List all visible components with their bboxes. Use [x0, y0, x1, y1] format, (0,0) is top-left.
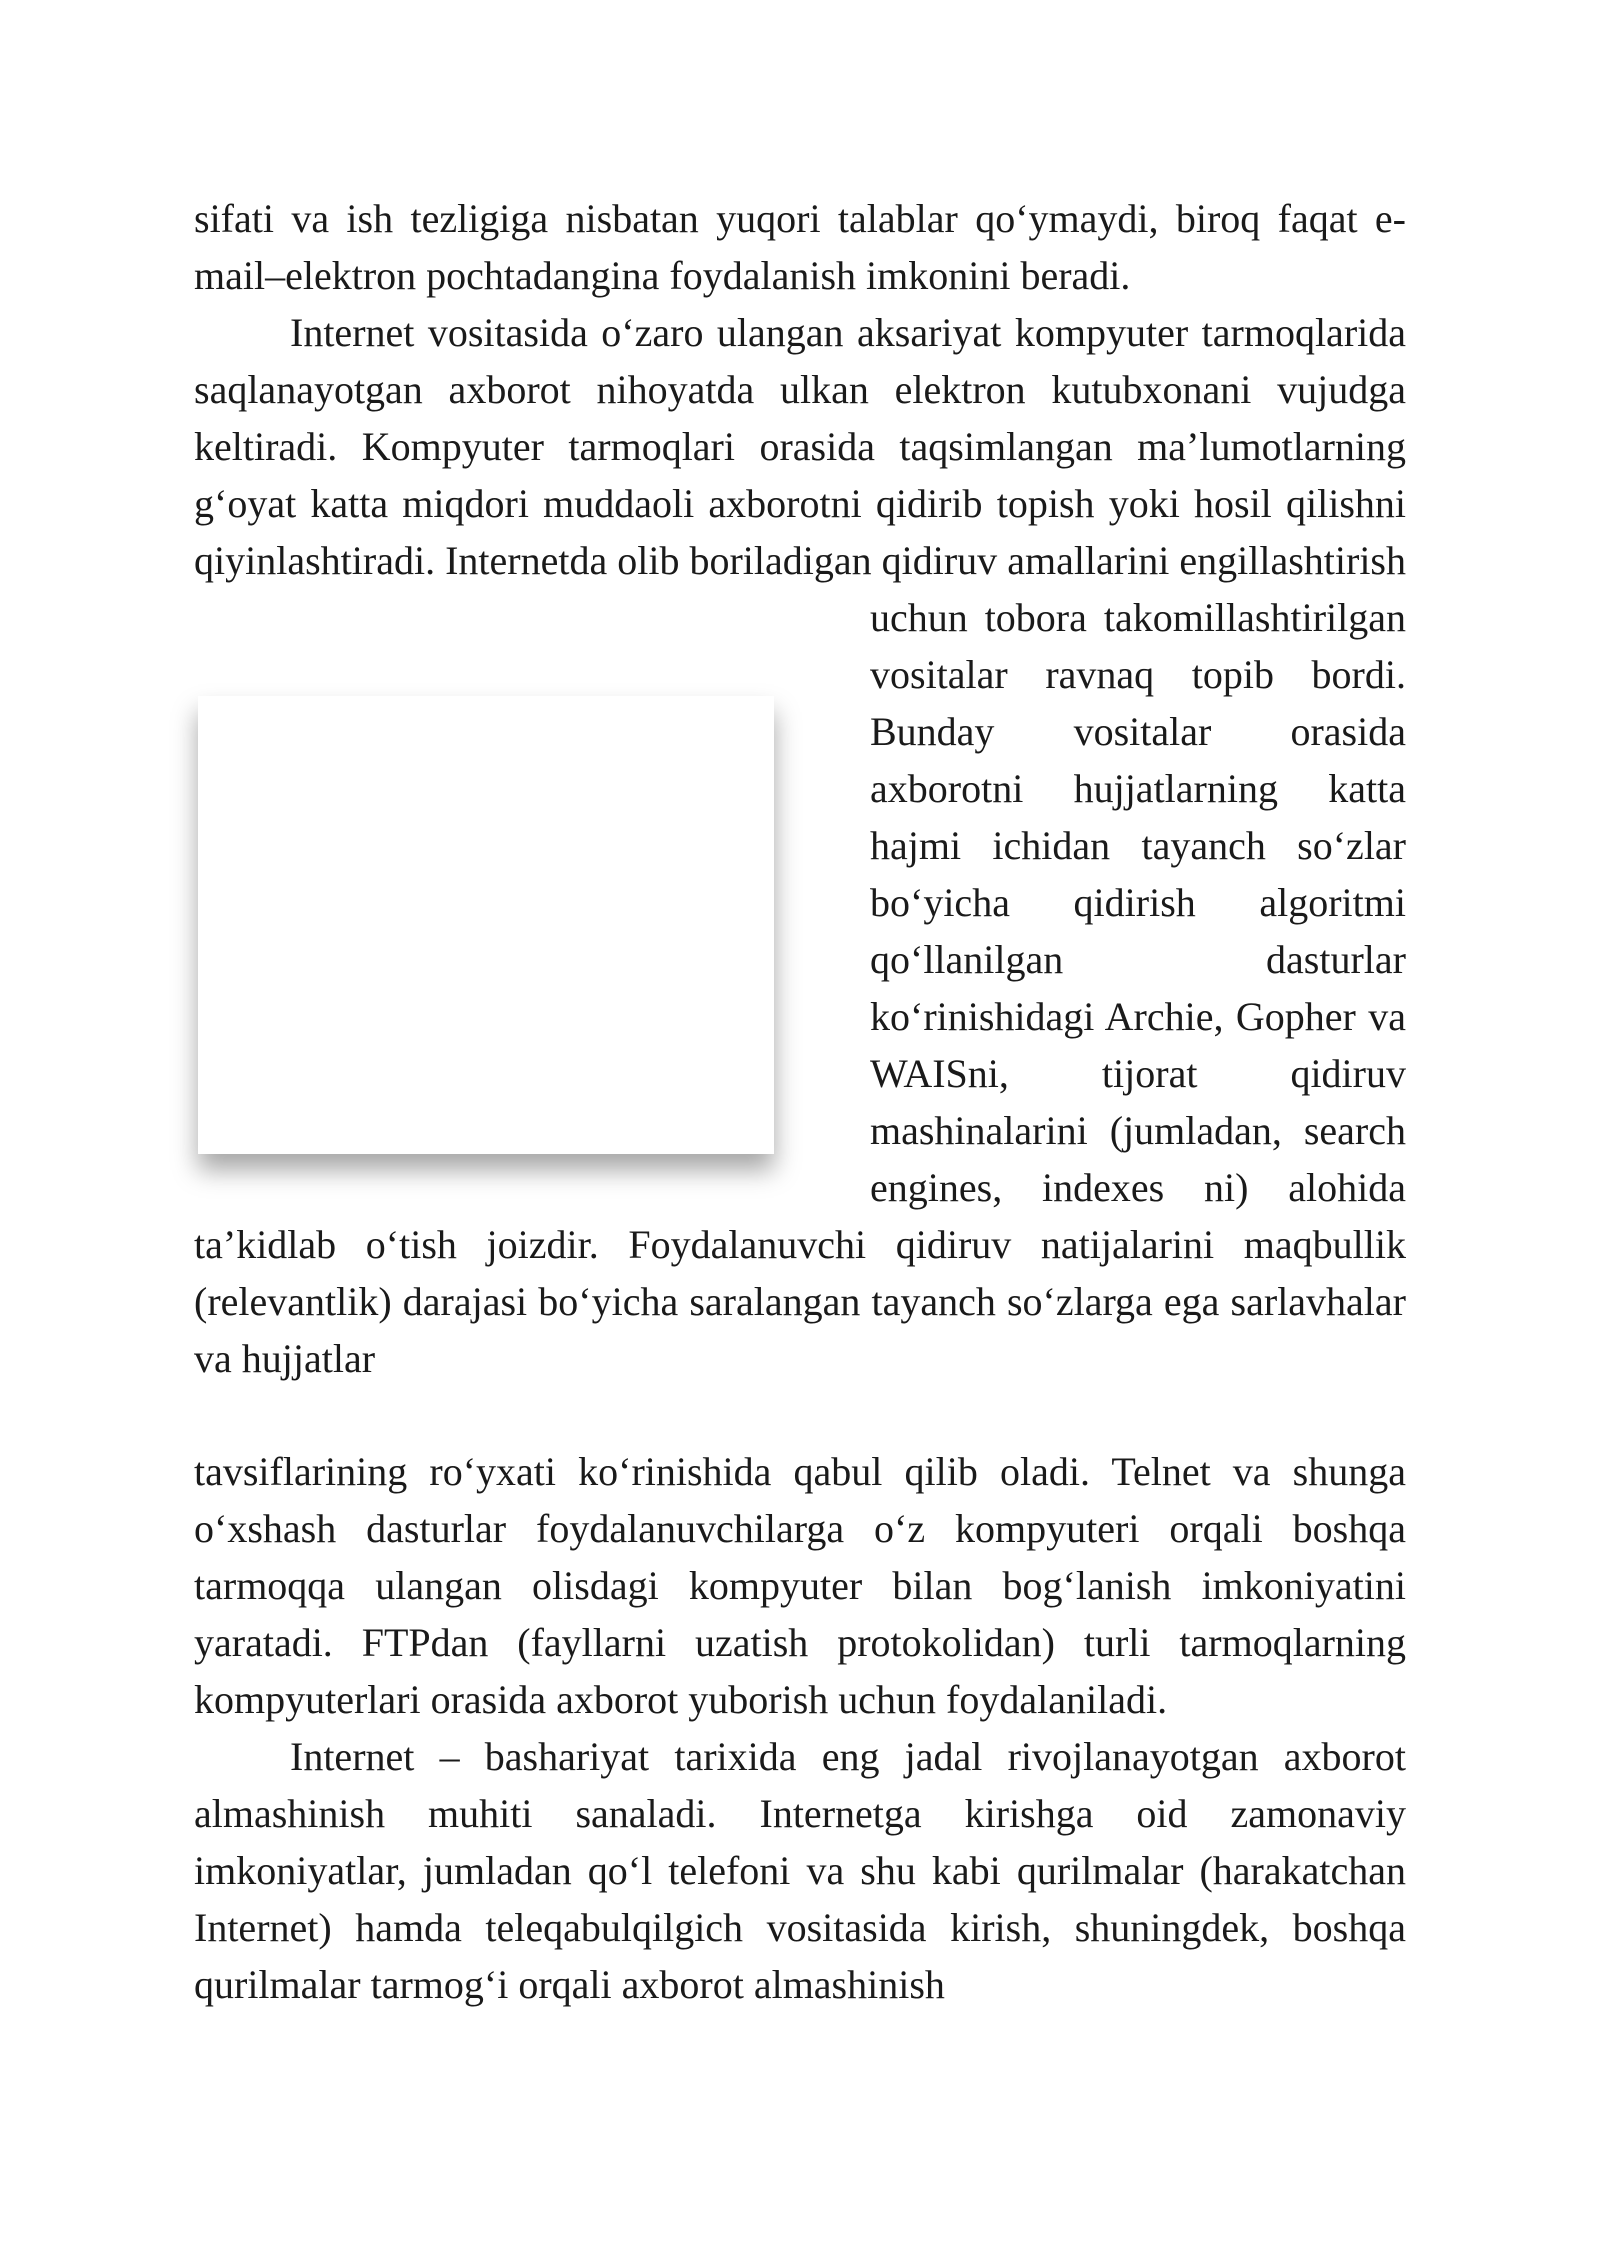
paragraph-2-part-a: Internet vositasida o‘zaro ulangan aksariyat kompyuter tarmoqlarida saqlanayotgan axborot nihoyatda ulkan elektron kutubxonani vujudga keltiradi. Kompyuter tarmoqlari orasida taqsimlangan ma’lumotlarning g‘oyat katta miqdori muddaoli axborotni qidirib topish yoki hosil qilishni qiyinlashtiradi. Internetda olib boriladigan qidiruv amallarini engillashtirish uchun tobora — [194, 310, 1406, 640]
figure-frame — [198, 696, 774, 1154]
paragraph-spacer — [194, 1387, 1406, 1443]
paragraph-2-part-b: takomillashtirilgan vositalar ravnaq topib bordi. Bunday vositalar orasida axborotni hujjatlarning katta hajmi ichidan tayanch so‘zlar bo‘yicha qidirish algoritmi qo‘llanilgan dasturlar ko‘rinishidagi Archie, Gopher va WAISni, tijorat qidiruv mashinalarini (jumladan, search engines, indexes ni) alohida ta’kidlab o‘tish joizdir. Foydalanuvchi qidiruv natijalarini maqbullik (relevantlik) darajasi bo‘yicha saralangan tayanch so‘zlarga ega sarlavhalar va hujjatlar — [194, 595, 1406, 1381]
paragraph-4: Internet – bashariyat tarixida eng jadal rivojlanayotgan axborot almashinish muhiti sanaladi. Internetga kirishga oid zamonaviy imkoniyatlar, jumladan qo‘l telefoni va shu kabi qurilmalar (harakatchan Internet) hamda teleqabulqilgich vositasida kirish, shuningdek, boshqa qurilmalar tarmog‘i orqali axborot almashinish — [194, 1734, 1406, 2007]
paragraph-1: sifati va ish tezligiga nisbatan yuqori talablar qo‘ymaydi, biroq faqat e-mail–elektron pochtadangina foydalanish imkonini beradi. — [194, 196, 1406, 298]
figure-internet-globe — [196, 690, 796, 1190]
paragraph-3: tavsiflarining ro‘yxati ko‘rinishida qabul qilib oladi. Telnet va shunga o‘xshash dasturlar foydalanuvchilarga o‘z kompyuteri orqali boshqa tarmoqqa ulangan olisdagi kompyuter bilan bog‘lanish imkoniyatini yaratadi. FTPdan (fayllarni uzatish protokolidan) turli tarmoqlarning kompyuterlari orasida axborot yuborish uchun foydalaniladi. — [194, 1449, 1406, 1722]
